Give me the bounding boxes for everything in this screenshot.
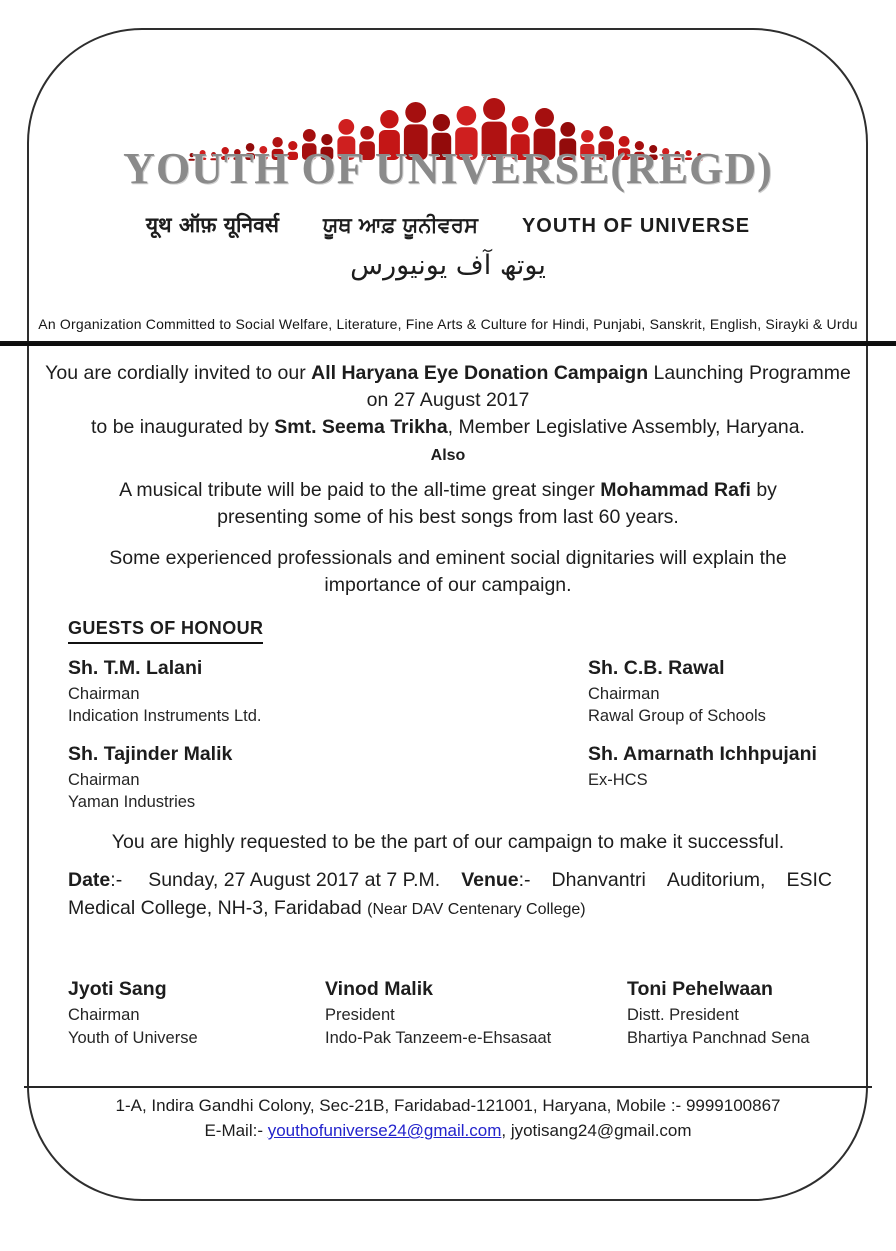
signatory-card	[68, 977, 325, 1050]
signatory-org: Bhartiya Panchnad Sena	[627, 1029, 810, 1047]
signatory-name: Vinod Malik	[325, 978, 433, 1000]
signatory-name: Toni Pehelwaan	[627, 978, 773, 1000]
date-venue-block	[68, 866, 832, 924]
org-tagline: An Organization Committed to Social Welfare, Literature, Fine Arts & Culture for Hindi, Punjabi, Sanskrit, English, Sirayki & Urdu	[38, 316, 858, 332]
campaign-name: All Haryana Eye Donation Campaign	[311, 362, 649, 384]
also-label: Also	[430, 447, 466, 464]
guest-card	[588, 742, 896, 791]
guest-name: Sh. Tajinder Malik	[68, 743, 233, 765]
professionals-line-2: importance of our campaign.	[324, 574, 572, 596]
footer	[0, 1093, 896, 1143]
signatory-org: Youth of Universe	[68, 1029, 198, 1047]
tribute-line-1: A musical tribute will be paid to the all-time great singer Mohammad Rafi by	[119, 479, 777, 501]
signatory-role: Chairman	[68, 1006, 140, 1024]
signatory-role: President	[325, 1006, 395, 1024]
signatory-card	[325, 977, 627, 1050]
logo-title: YOUTH OF UNIVERSE(REGD)	[123, 144, 773, 193]
email-link-youthofuniverse[interactable]: youthofuniverse24@gmail.com	[267, 1121, 502, 1140]
date-field: Date:- Sunday, 27 August 2017 at 7 P.M.	[68, 869, 441, 891]
request-line: You are highly requested to be the part of our campaign to make it successful.	[111, 831, 785, 853]
guest-card	[68, 656, 398, 727]
date-venue-line-2: Medical College, NH-3, Faridabad (Near DAV Centenary College)	[68, 897, 586, 919]
guest-role: Chairman	[588, 685, 660, 703]
invitation-paragraph	[0, 360, 896, 441]
venue-note: (Near DAV Centenary College)	[367, 901, 586, 918]
guest-name: Sh. C.B. Rawal	[588, 657, 725, 679]
guest-org: Indication Instruments Ltd.	[68, 707, 262, 725]
guest-role: Ex-HCS	[588, 771, 648, 789]
org-name-urdu: یوتھ آف یونیورس	[350, 250, 546, 281]
org-name-english: YOUTH OF UNIVERSE	[521, 215, 751, 237]
signatory-name: Jyoti Sang	[68, 978, 167, 1000]
guest-role: Chairman	[68, 685, 140, 703]
footer-email-line: E-Mail:- youthofuniverse24@gmail.com, jyotisang24@gmail.com	[204, 1121, 692, 1140]
org-name-multilingual-row	[0, 211, 896, 239]
guests-of-honour-heading: GUESTS OF HONOUR	[68, 618, 263, 644]
date-value: Sunday, 27 August 2017 at 7 P.M.	[148, 869, 441, 891]
org-name-punjabi: ਯੂਥ ਆਫ਼ ਯੂਨੀਵਰਸ	[322, 213, 478, 237]
footer-divider	[24, 1086, 872, 1088]
invitation-line-1: You are cordially invited to our All Haryana Eye Donation Campaign Launching Programme	[45, 362, 851, 384]
tribute-line-2: presenting some of his best songs from last 60 years.	[217, 506, 679, 528]
venue-word: Dhanvantri	[551, 869, 646, 891]
professionals-paragraph	[0, 545, 896, 599]
guest-name: Sh. Amarnath Ichhpujani	[588, 743, 817, 765]
tribute-paragraph	[0, 477, 896, 531]
invitation-line-2: on 27 August 2017	[366, 389, 530, 411]
singer-name: Mohammad Rafi	[600, 479, 751, 501]
chief-guest-name: Smt. Seema Trikha	[274, 416, 448, 438]
venue-word: ESIC	[786, 869, 832, 891]
header-divider	[0, 341, 896, 346]
guest-org: Yaman Industries	[68, 793, 196, 811]
professionals-line-1: Some experienced professionals and eminent social dignitaries will explain the	[109, 547, 787, 569]
guest-card	[588, 656, 896, 727]
date-venue-line-1	[68, 866, 832, 894]
invitation-line-3: to be inaugurated by Smt. Seema Trikha, Member Legislative Assembly, Haryana.	[91, 416, 805, 438]
signatories-row	[68, 977, 846, 1050]
guest-card	[68, 742, 398, 813]
guest-name: Sh. T.M. Lalani	[68, 657, 203, 679]
guest-org: Rawal Group of Schools	[588, 707, 766, 725]
footer-address: 1-A, Indira Gandhi Colony, Sec-21B, Faridabad-121001, Haryana, Mobile :- 9999100867	[115, 1096, 781, 1115]
venue-label: Venue:-	[461, 869, 531, 891]
venue-word: Auditorium,	[666, 869, 766, 891]
guest-role: Chairman	[68, 771, 140, 789]
signatory-card	[627, 977, 846, 1050]
org-name-hindi: यूथ ऑफ़ यूनिवर्स	[145, 213, 279, 237]
signatory-org: Indo-Pak Tanzeem-e-Ehsasaat	[325, 1029, 552, 1047]
email-plain-jyotisang: jyotisang24@gmail.com	[510, 1121, 692, 1140]
signatory-role: Distt. President	[627, 1006, 739, 1024]
